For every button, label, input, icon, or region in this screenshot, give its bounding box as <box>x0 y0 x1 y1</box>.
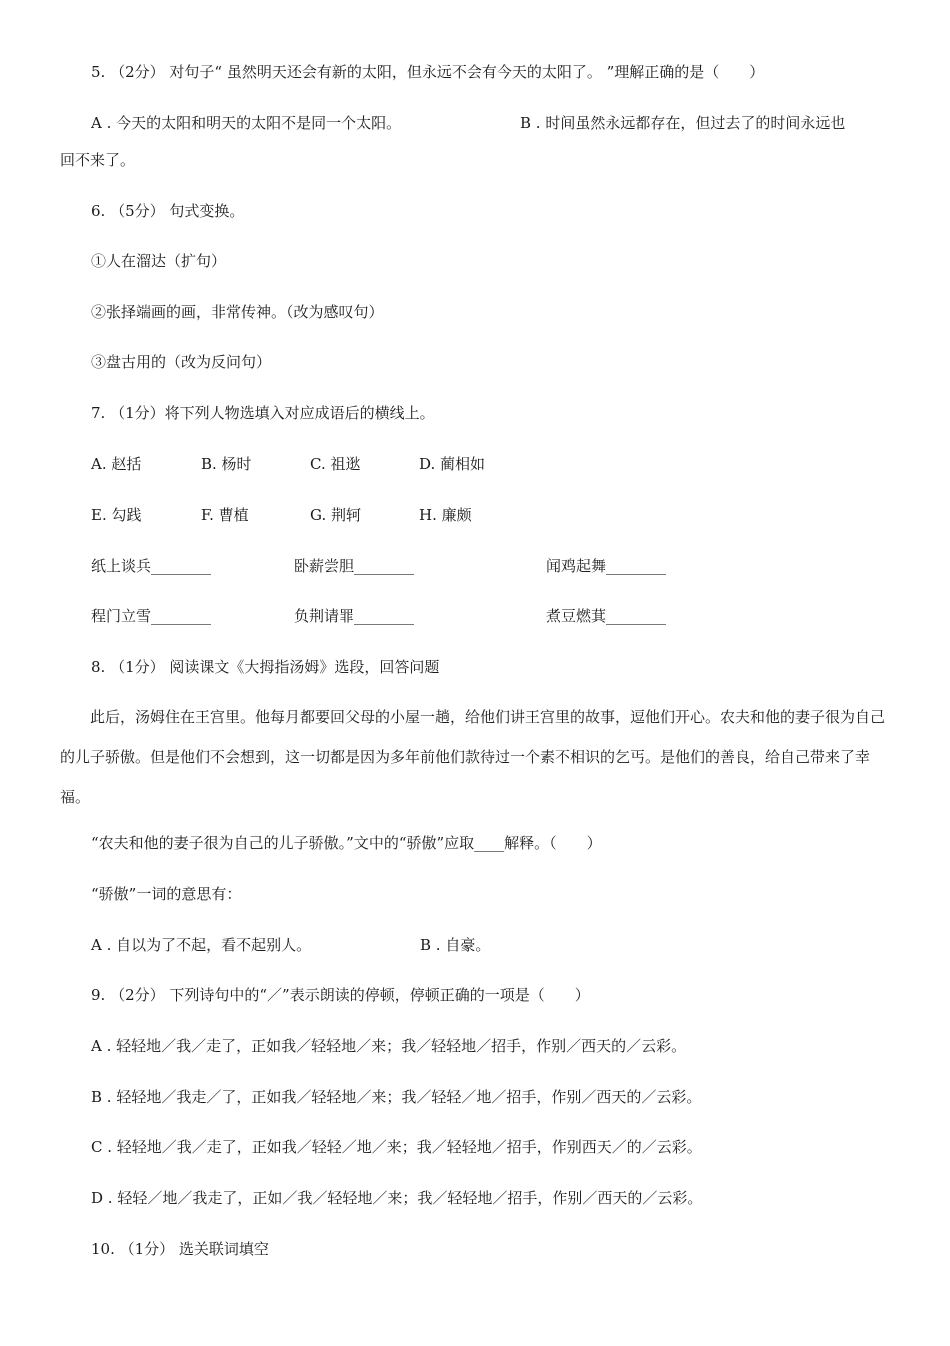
q7-person-c: C. 祖逖 <box>310 455 361 473</box>
q9-option-c[interactable]: C . 轻轻地／我／走了，正如我／轻轻／地／来；我／轻轻地／招手，作别西天／的／云彩。 <box>91 1138 702 1156</box>
q6-item-1: ①人在溜达（扩句） <box>91 252 227 270</box>
q5-option-a[interactable]: A . 今天的太阳和明天的太阳不是同一个太阳。 <box>91 114 402 132</box>
q9-option-d[interactable]: D . 轻轻／地／我走了，正如／我／轻轻地／来；我／轻轻地／招手，作别／西天的／云彩。 <box>91 1189 703 1207</box>
q10-stem: 10. （1分） 选关联词填空 <box>91 1240 269 1258</box>
q7-idiom-blank[interactable]: 负荆请罪________ <box>294 607 415 625</box>
q8-passage: 此后，汤姆住在王宫里。他每月都要回父母的小屋一趟，给他们讲王宫里的故事，逗他们开心。农夫和他的妻子很为自己的儿子骄傲。但是他们不会想到，这一切都是因为多年前他们款待过一个素不相识的乞丐。是他们的善良，给自己带来了幸福。 <box>60 708 886 806</box>
q8-option-b[interactable]: B . 自豪。 <box>420 936 491 954</box>
q7-idiom-blank[interactable]: 闻鸡起舞________ <box>546 557 667 575</box>
q7-person-g: G. 荆轲 <box>310 506 361 524</box>
q9-stem: 9. （2分） 下列诗句中的“／”表示朗读的停顿，停顿正确的一项是（ ） <box>91 986 590 1004</box>
q7-idiom-blank[interactable]: 纸上谈兵________ <box>91 557 212 575</box>
q6-item-2: ②张择端画的画，非常传神。（改为感叹句） <box>91 303 384 321</box>
q9-option-a[interactable]: A . 轻轻地／我／走了，正如我／轻轻地／来；我／轻轻地／招手，作别／西天的／云彩。 <box>91 1037 687 1055</box>
q8-stem: 8. （1分） 阅读课文《大拇指汤姆》选段，回答问题 <box>91 658 440 676</box>
q7-idiom-blank[interactable]: 煮豆燃萁________ <box>546 607 667 625</box>
q7-person-d: D. 蔺相如 <box>419 455 486 473</box>
q5-option-b[interactable]: B . 时间虽然永远都存在，但过去了的时间永远也 <box>520 114 846 132</box>
q9-option-b[interactable]: B . 轻轻地／我走／了，正如我／轻轻地／来；我／轻轻／地／招手，作别／西天的／云彩。 <box>91 1088 702 1106</box>
q8-question: “农夫和他的妻子很为自己的儿子骄傲。”文中的“骄傲”应取____解释。（ ） <box>91 834 602 852</box>
q8-meaning-intro: “骄傲”一词的意思有： <box>91 885 242 903</box>
q6-item-3: ③盘古用的（改为反问句） <box>91 353 272 371</box>
q7-person-f: F. 曹植 <box>201 506 249 524</box>
q6-stem: 6. （5分） 句式变换。 <box>91 202 245 220</box>
q7-idiom-blank[interactable]: 程门立雪________ <box>91 607 212 625</box>
q8-option-a[interactable]: A . 自以为了不起，看不起别人。 <box>91 936 312 954</box>
q7-person-e: E. 勾践 <box>91 506 142 524</box>
q7-stem: 7. （1分）将下列人物选填入对应成语后的横线上。 <box>91 404 435 422</box>
q7-person-b: B. 杨时 <box>201 455 252 473</box>
q5-option-b-continued: 回不来了。 <box>60 151 136 169</box>
q7-person-h: H. 廉颇 <box>419 506 472 524</box>
q5-stem: 5. （2分） 对句子“ 虽然明天还会有新的太阳，但永远不会有今天的太阳了。 ”理解正确的是（ ） <box>91 63 765 81</box>
q7-person-a: A. 赵括 <box>91 455 142 473</box>
q7-idiom-blank[interactable]: 卧薪尝胆________ <box>294 557 415 575</box>
